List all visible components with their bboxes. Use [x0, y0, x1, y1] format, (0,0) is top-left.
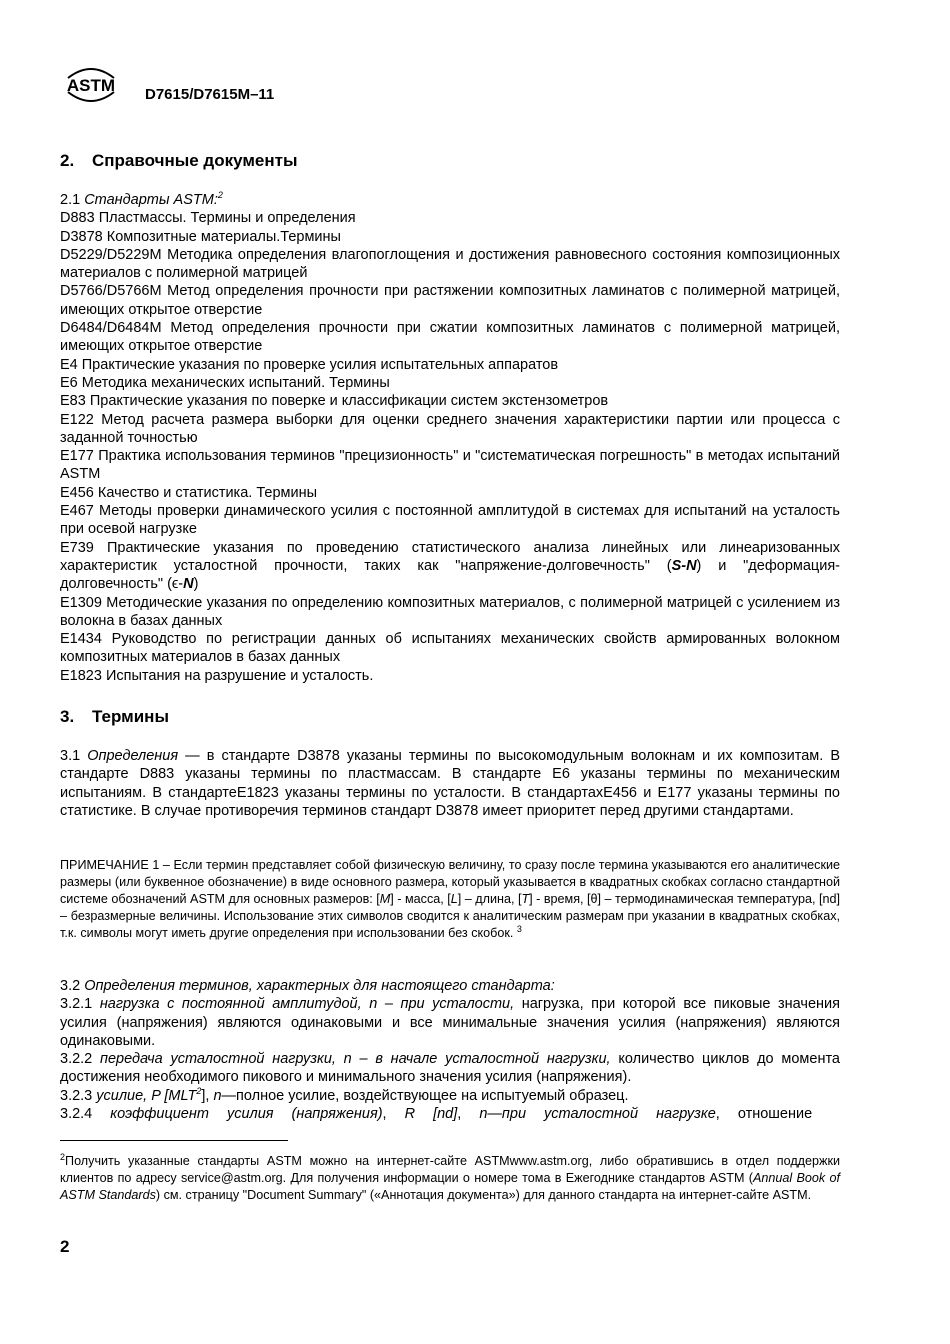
ref-item: D883 Пластмассы. Термины и определения [60, 210, 356, 227]
p323-sup: 2 [196, 1085, 202, 1096]
note-l: L [450, 892, 458, 906]
section-3-number: 3. [60, 707, 75, 726]
p322-term: передача усталостной нагрузки, n – в начале усталостной нагрузки, [100, 1051, 611, 1068]
page-number: 2 [60, 1237, 70, 1256]
references-list [60, 191, 840, 685]
section-3-heading [60, 707, 169, 727]
e739-sn: S-N [671, 557, 697, 574]
p323-number: 3.2.3 [60, 1087, 93, 1104]
p32-number: 3.2 [60, 978, 81, 994]
p322-text: количество циклов до момента достижения необходимого пикового и минимального значения усилия (напряжения). [60, 1051, 840, 1086]
e739-n: N [183, 576, 194, 593]
ref-item: E1309 Методические указания по определению композитных материалов, с полимерной матрицей с усилением из волокна в базах данных [60, 594, 840, 629]
astm-logo-icon [60, 58, 122, 110]
p323-term: усилие, P [MLT [96, 1087, 197, 1104]
p324-n: n [479, 1106, 488, 1123]
ref-item: E4 Практические указания по проверке усилия испытательных аппаратов [60, 356, 559, 373]
note-text-a: ПРИМЕЧАНИЕ 1 – Если термин представляет собой физическую величину, то сразу после термина указываются его аналитические размеры (или буквенное обозначение) в виде основного размера, который указывается в квадратных скобках согласно стандартной системе обозначений ASTM для основных размеров: [ [60, 858, 840, 906]
p31-text: — в стандарте D3878 указаны термины по высокомодульным волокнам и их композитам. В стандарте D883 указаны термины по пластмассам. В стандарте E6 указаны термины по механическим испытаниям. В стандартеE1823 указаны термины по усталости. В стандартахE456 и E177 указаны термины по статистике. В случае противоречия терминов стандарт D3878 имеет приоритет перед другими стандартами. [60, 748, 840, 819]
note-1 [60, 857, 840, 942]
intro-number: 2.1 [60, 192, 81, 208]
p323-close: ] [201, 1087, 206, 1104]
note-m: M [379, 892, 391, 906]
p324 [60, 1105, 840, 1123]
p321-term: нагрузка с постоянной амплитудой, n – при усталости, [99, 996, 515, 1013]
section-2-heading [60, 151, 297, 171]
ref-item: E122 Метод расчета размера выборки для оценки среднего значения характеристики партии или процесса с заданной точностью [60, 411, 840, 446]
p324-sep: , [382, 1106, 405, 1123]
document-id: D7615/D7615M–11 [145, 86, 275, 103]
ref-item: D6484/D6484M Метод определения прочности при сжатии композитных ламинатов с полимерной матрицей, имеющих открытое отверстие [60, 320, 840, 355]
intro-label: Стандарты ASTM: [84, 192, 218, 208]
intro-footnote-ref: 2 [217, 190, 223, 201]
ref-item: E467 Методы проверки динамического усилия с постоянной амплитудой в системах для испытаний на усталость при осевой нагрузке [60, 503, 840, 538]
ref-item: D5229/D5229M Методика определения влагопоглощения и достижения равновесного состояния композиционных материалов с полимерной матрицей [60, 246, 840, 282]
note-text-b: ] - масса, [ [390, 892, 451, 906]
p322-number: 3.2.2 [60, 1051, 93, 1068]
p324-number: 3.2.4 [60, 1106, 93, 1123]
section-2-title: Справочные документы [92, 151, 298, 170]
section-2-number: 2. [60, 151, 75, 170]
p323-sep: , [205, 1087, 214, 1104]
p323-n: n [213, 1087, 222, 1104]
p323-text: —полное усилие, воздействующее на испытуемый образец. [221, 1087, 629, 1104]
e739-text-c: ) [193, 576, 199, 593]
note-text-d: ] - время, [θ] – термодинамическая температура, [nd] – безразмерные величины. Использование этих символов сводится к аналитическим размерам при указании в квадратных скобках, т.к. символы могут иметь другие определения при использовании без скобок. [60, 892, 840, 940]
p324-sep2: , [457, 1106, 480, 1123]
logo-text: ASTM [66, 76, 116, 95]
footnote-2 [60, 1153, 840, 1204]
definitions-paragraph [60, 747, 840, 820]
ref-item: E1434 Руководство по регистрации данных об испытаниях механических свойств армированных волокном композитных материалов в базах данных [60, 631, 840, 666]
p322 [60, 1050, 840, 1087]
p31-label: Определения [87, 748, 179, 764]
p323 [60, 1087, 840, 1105]
p32 [60, 977, 840, 995]
e739-text-a: E739 Практические указания по проведению статистического анализа линейных или линеаризованных характеристик усталостной прочности, таких как "напряжение-долговечность" ( [60, 539, 840, 574]
p324-text: , отношение [715, 1106, 813, 1123]
e739-text-b: ) и "деформация-долговечность" (ϵ- [60, 557, 840, 593]
ref-item: E177 Практика использования терминов "прецизионность" и "систематическая погрешность" в методах испытаний ASTM [60, 448, 840, 483]
section-3-title: Термины [92, 707, 169, 726]
p32-label: Определения терминов, характерных для настоящего стандарта: [84, 978, 555, 994]
footnote-text-b: ) см. страницу "Document Summary" («Аннотация документа») для данного стандарта на интернет-сайте ASTM. [155, 1188, 812, 1202]
p324-term: коэффициент усилия (напряжения) [110, 1106, 383, 1123]
footnote-text-a: Получить указанные стандарты ASTM можно на интернет-сайте ASTMwww.astm.org, либо обратившись в отдел поддержки клиентов по адресу service@astm.org. Для получения информации о номере тома в Ежегоднике стандартов ASTM ( [60, 1154, 840, 1185]
p321-text: нагрузка, при которой все пиковые значения усилия (напряжения) являются одинаковыми и все минимальные значения усилия (напряжения) являются одинаковыми. [60, 996, 841, 1049]
p324-term2: —при усталостной нагрузке [487, 1106, 716, 1123]
ref-item-e739 [60, 539, 840, 594]
p321-number: 3.2.1 [60, 996, 93, 1013]
ref-item: E6 Методика механических испытаний. Термины [60, 374, 390, 391]
p321 [60, 995, 840, 1050]
specific-definitions [60, 977, 840, 1123]
ref-item: E83 Практические указания по поверке и классификации систем экстензометров [60, 393, 609, 410]
footnote-book-title: Annual Book of ASTM Standards [60, 1171, 840, 1202]
ref-item: D5766/D5766M Метод определения прочности при растяжении композитных ламинатов с полимерной матрицей, имеющих открытое отверстие [60, 283, 840, 318]
references-intro [60, 191, 840, 209]
note-text-c: ] – длина, [ [457, 892, 522, 906]
footnote-divider [60, 1140, 288, 1141]
footnote-marker: 2 [60, 1151, 66, 1162]
ref-item: D3878 Композитные материалы.Термины [60, 228, 341, 245]
ref-item: E456 Качество и статистика. Термины [60, 484, 318, 501]
note-t: T [521, 892, 530, 906]
p31-number: 3.1 [60, 748, 81, 764]
note-footnote-ref: 3 [516, 923, 522, 934]
ref-item: E1823 Испытания на разрушение и усталость. [60, 667, 374, 684]
p324-r: R [nd] [404, 1106, 458, 1123]
